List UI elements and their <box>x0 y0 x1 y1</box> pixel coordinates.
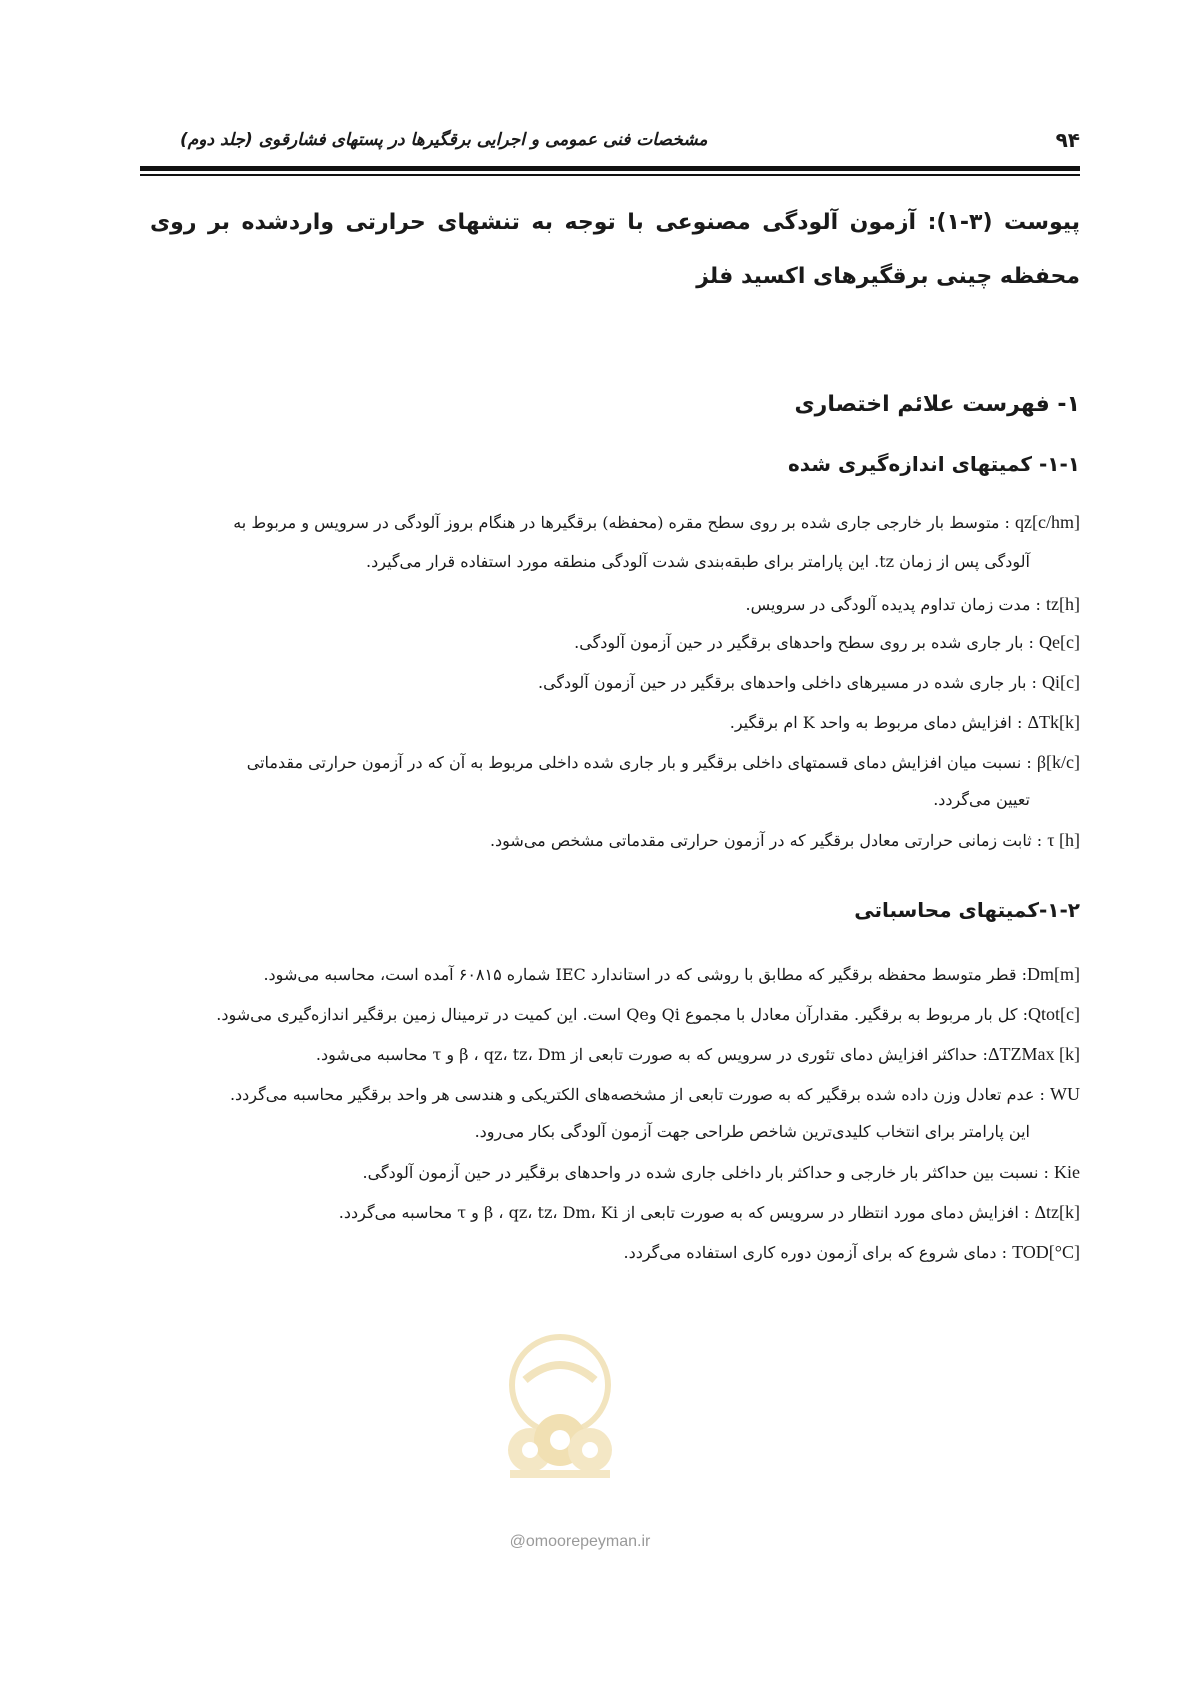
entry-text: افزایش دمای مورد انتظار در سرویس که به صورت تابعی از β ، qz، tz، Dm، Ki و τ محاسبه می‌گردد. <box>338 1203 1019 1222</box>
entry-text: عدم تعادل وزن داده شده برقگیر که به صورت تابعی از مشخصه‌های الکتریکی و هندسی هر واحد برقگیر محاسبه می‌گردد. <box>229 1085 1035 1104</box>
entry-symbol: ΔTZMax [k] <box>987 1044 1080 1064</box>
definition-entry: WU : عدم تعادل وزن داده شده برقگیر که به صورت تابعی از مشخصه‌های الکتریکی و هندسی هر واحد برقگیر محاسبه می‌گردد. <box>229 1084 1080 1104</box>
header-rule-thin <box>140 174 1080 176</box>
page-header <box>140 124 1080 164</box>
entry-text: حداکثر افزایش دمای تئوری در سرویس که به صورت تابعی از β ، qz، tz، Dm و τ محاسبه می‌شود. <box>315 1045 978 1064</box>
page-number: ۹۴ <box>1055 128 1080 152</box>
section-heading-abbreviations: ۱- فهرست علائم اختصاری <box>794 392 1080 417</box>
entry-symbol: qz[c/hm] <box>1015 512 1080 532</box>
watermark-url: @omoorepeyman.ir <box>509 1533 651 1550</box>
entry-symbol: τ [h] <box>1047 830 1080 850</box>
entry-text: متوسط بار خارجی جاری شده بر روی سطح مقره (محفظه) برقگیرها در هنگام بروز آلودگی در سرویس و مربوط به <box>233 513 1000 532</box>
entry-text: قطر متوسط محفظه برقگیر که مطابق با روشی که در استاندارد IEC شماره ۶۰۸۱۵ آمده است، محاسبه می‌شود. <box>263 965 1017 984</box>
entry-symbol: Qtot[c] <box>1028 1004 1080 1024</box>
entry-symbol: Qi[c] <box>1042 672 1080 692</box>
appendix-title: پیوست (۳-۱): آزمون آلودگی مصنوعی با توجه به تنشهای حرارتی واردشده بر روی محفظه چینی برقگیرهای اکسید فلز <box>150 210 1081 289</box>
entry-text: بار جاری شده بر روی سطح واحدهای برقگیر در حین آزمون آلودگی. <box>574 633 1024 652</box>
entry-continuation: تعیین می‌گردد. <box>933 790 1030 809</box>
definition-entry: Kie : نسبت بین حداکثر بار خارجی و حداکثر بار داخلی جاری شده در واحدهای برقگیر در حین آزمون آلودگی. <box>362 1162 1080 1182</box>
entry-text: مدت زمان تداوم پدیده آلودگی در سرویس. <box>745 595 1031 614</box>
entry-text: ثابت زمانی حرارتی معادل برقگیر که در آزمون حرارتی مقدماتی مشخص می‌شود. <box>489 831 1032 850</box>
definition-entry: ΔTZMax [k]: حداکثر افزایش دمای تئوری در سرویس که به صورت تابعی از β ، qz، tz، Dm و τ محاسبه می‌شود. <box>315 1044 1080 1064</box>
entry-text: نسبت بین حداکثر بار خارجی و حداکثر بار داخلی جاری شده در واحدهای برقگیر در حین آزمون آلودگی. <box>362 1163 1039 1182</box>
definition-entry: β[k/c] : نسبت میان افزایش دمای قسمتهای داخلی برقگیر و بار جاری شده داخلی مربوط به آن که در آزمون حرارتی مقدماتی <box>246 752 1080 772</box>
definition-entry: ΔTk[k] : افزایش دمای مربوط به واحد K ام برقگیر. <box>729 712 1080 732</box>
watermark-logo <box>490 1330 630 1490</box>
definition-entry: Qi[c] : بار جاری شده در مسیرهای داخلی واحدهای برقگیر در حین آزمون آلودگی. <box>537 672 1080 692</box>
section-heading-measured: ۱-۱- کمیتهای اندازه‌گیری شده <box>787 452 1080 476</box>
entry-symbol: WU <box>1050 1084 1080 1104</box>
entry-symbol: Qe[c] <box>1039 632 1080 652</box>
definition-entry: τ [h] : ثابت زمانی حرارتی معادل برقگیر که در آزمون حرارتی مقدماتی مشخص می‌شود. <box>489 830 1080 850</box>
entry-symbol: TOD[°C] <box>1012 1242 1080 1262</box>
entry-text: نسبت میان افزایش دمای قسمتهای داخلی برقگیر و بار جاری شده داخلی مربوط به آن که در آزمون حرارتی مقدماتی <box>246 753 1022 772</box>
header-rule-thick <box>140 166 1080 171</box>
definition-entry: qz[c/hm] : متوسط بار خارجی جاری شده بر روی سطح مقره (محفظه) برقگیرها در هنگام بروز آلودگی در سرویس و مربوط به <box>233 512 1080 532</box>
entry-continuation: این پارامتر برای انتخاب کلیدی‌ترین شاخص طراحی جهت آزمون آلودگی بکار می‌رود. <box>474 1122 1030 1141</box>
definition-entry: Δtz[k] : افزایش دمای مورد انتظار در سرویس که به صورت تابعی از β ، qz، tz، Dm، Ki و τ محاسبه می‌گردد. <box>338 1202 1080 1222</box>
definition-entry: Qtot[c]: کل بار مربوط به برقگیر. مقدارآن معادل با مجموع Qi وQe است. این کمیت در ترمینال زمین برقگیر اندازه‌گیری می‌شود. <box>216 1004 1080 1024</box>
entry-text: دمای شروع که برای آزمون دوره کاری استفاده می‌گردد. <box>623 1243 997 1262</box>
entry-text: بار جاری شده در مسیرهای داخلی واحدهای برقگیر در حین آزمون آلودگی. <box>537 673 1027 692</box>
definition-entry: tz[h] : مدت زمان تداوم پدیده آلودگی در سرویس. <box>745 594 1080 614</box>
section-heading-calculated: ۱-۲-کمیتهای محاسباتی <box>854 898 1080 922</box>
entry-text: کل بار مربوط به برقگیر. مقدارآن معادل با مجموع Qi وQe است. این کمیت در ترمینال زمین برقگیر اندازه‌گیری می‌شود. <box>216 1005 1018 1024</box>
definition-entry: TOD[°C] : دمای شروع که برای آزمون دوره کاری استفاده می‌گردد. <box>623 1242 1080 1262</box>
entry-symbol: Dm[m] <box>1027 964 1080 984</box>
entry-symbol: Kie <box>1054 1162 1080 1182</box>
entry-continuation: آلودگی پس از زمان tz. این پارامتر برای طبقه‌بندی شدت آلودگی منطقه مورد استفاده قرار می‌گیرد. <box>366 552 1030 571</box>
entry-symbol: Δtz[k] <box>1034 1202 1080 1222</box>
entry-symbol: ΔTk[k] <box>1027 712 1080 732</box>
entry-symbol: β[k/c] <box>1036 752 1080 772</box>
definition-entry: Dm[m]: قطر متوسط محفظه برقگیر که مطابق با روشی که در استاندارد IEC شماره ۶۰۸۱۵ آمده است، محاسبه می‌شود. <box>263 964 1080 984</box>
entry-symbol: tz[h] <box>1046 594 1080 614</box>
definition-entry: Qe[c] : بار جاری شده بر روی سطح واحدهای برقگیر در حین آزمون آلودگی. <box>574 632 1080 652</box>
entry-text: افزایش دمای مربوط به واحد K ام برقگیر. <box>729 713 1012 732</box>
running-title: مشخصات فنی عمومی و اجرایی برقگیرها در پستهای فشارقوی (جلد دوم) <box>180 130 708 150</box>
